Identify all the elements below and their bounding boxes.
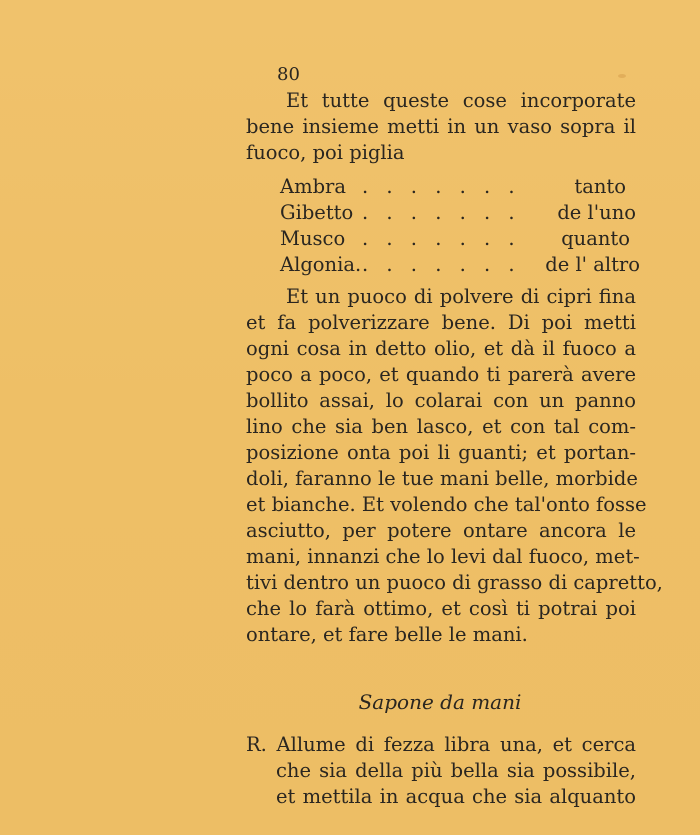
text-line: posizione onta poi li guanti; et portan- bbox=[246, 441, 636, 464]
ingredient-row bbox=[280, 226, 640, 252]
paper-speck bbox=[618, 74, 626, 78]
text-line: et mettila in acqua che sia alquanto bbox=[276, 785, 636, 808]
ingredient-name: Algonia. bbox=[280, 253, 362, 276]
text-line: tivi dentro un puoco di grasso di capretto, bbox=[246, 571, 663, 594]
text-line: bollito assai, lo colarai con un panno bbox=[246, 389, 636, 412]
text-line: asciutto, per potere ontare ancora le bbox=[246, 519, 636, 542]
text-line: mani, innanzi che lo levi dal fuoco, met- bbox=[246, 545, 640, 568]
paragraph-intro bbox=[246, 88, 636, 166]
ingredient-quantity: de l'uno bbox=[557, 201, 636, 224]
ingredient-row bbox=[280, 252, 640, 278]
ingredient-quantity: tanto bbox=[574, 175, 626, 198]
text-line: Et un puoco di polvere di cipri fina bbox=[286, 285, 636, 308]
text-line: et fa polverizzare bene. Di poi metti bbox=[246, 311, 636, 334]
ingredient-name: Musco bbox=[280, 227, 346, 250]
text-line: lino che sia ben lasco, et con tal com- bbox=[246, 415, 636, 438]
ingredient-list bbox=[280, 174, 640, 278]
text-line: Et tutte queste cose incorporate bbox=[286, 89, 636, 112]
text-line: doli, faranno le tue mani belle, morbide bbox=[246, 467, 638, 490]
leader-dots: . . . . . . . bbox=[362, 201, 521, 224]
paragraph-method bbox=[246, 284, 663, 648]
ingredient-row bbox=[280, 200, 640, 226]
text-line: ontare, et fare belle le mani. bbox=[246, 623, 528, 646]
text-line: R. Allume di fezza libra una, et cerca bbox=[246, 733, 636, 756]
ingredient-name: Ambra bbox=[280, 175, 347, 198]
text-line: bene insieme metti in un vaso sopra il bbox=[246, 115, 636, 138]
leader-dots: . . . . . . . bbox=[362, 227, 521, 250]
section-heading: Sapone da mani bbox=[358, 690, 522, 714]
text-line: et bianche. Et volendo che tal'onto fosse bbox=[246, 493, 647, 516]
page-number: 80 bbox=[277, 64, 300, 85]
ingredient-quantity: quanto bbox=[561, 227, 630, 250]
ingredient-name: Gibetto bbox=[280, 201, 354, 224]
leader-dots: . . . . . . . bbox=[362, 175, 521, 198]
ingredient-quantity: de l' altro bbox=[545, 253, 640, 276]
ingredient-row bbox=[280, 174, 640, 200]
text-line: fuoco, poi piglia bbox=[246, 141, 405, 164]
text-line: che lo farà ottimo, et così ti potrai poi bbox=[246, 597, 636, 620]
recipe-paragraph bbox=[246, 732, 636, 810]
text-line: ogni cosa in detto olio, et dà il fuoco a bbox=[246, 337, 636, 360]
leader-dots: . . . . . . . bbox=[362, 253, 521, 276]
text-line: che sia della più bella sia possibile, bbox=[276, 759, 636, 782]
text-line: poco a poco, et quando ti parerà avere bbox=[246, 363, 636, 386]
